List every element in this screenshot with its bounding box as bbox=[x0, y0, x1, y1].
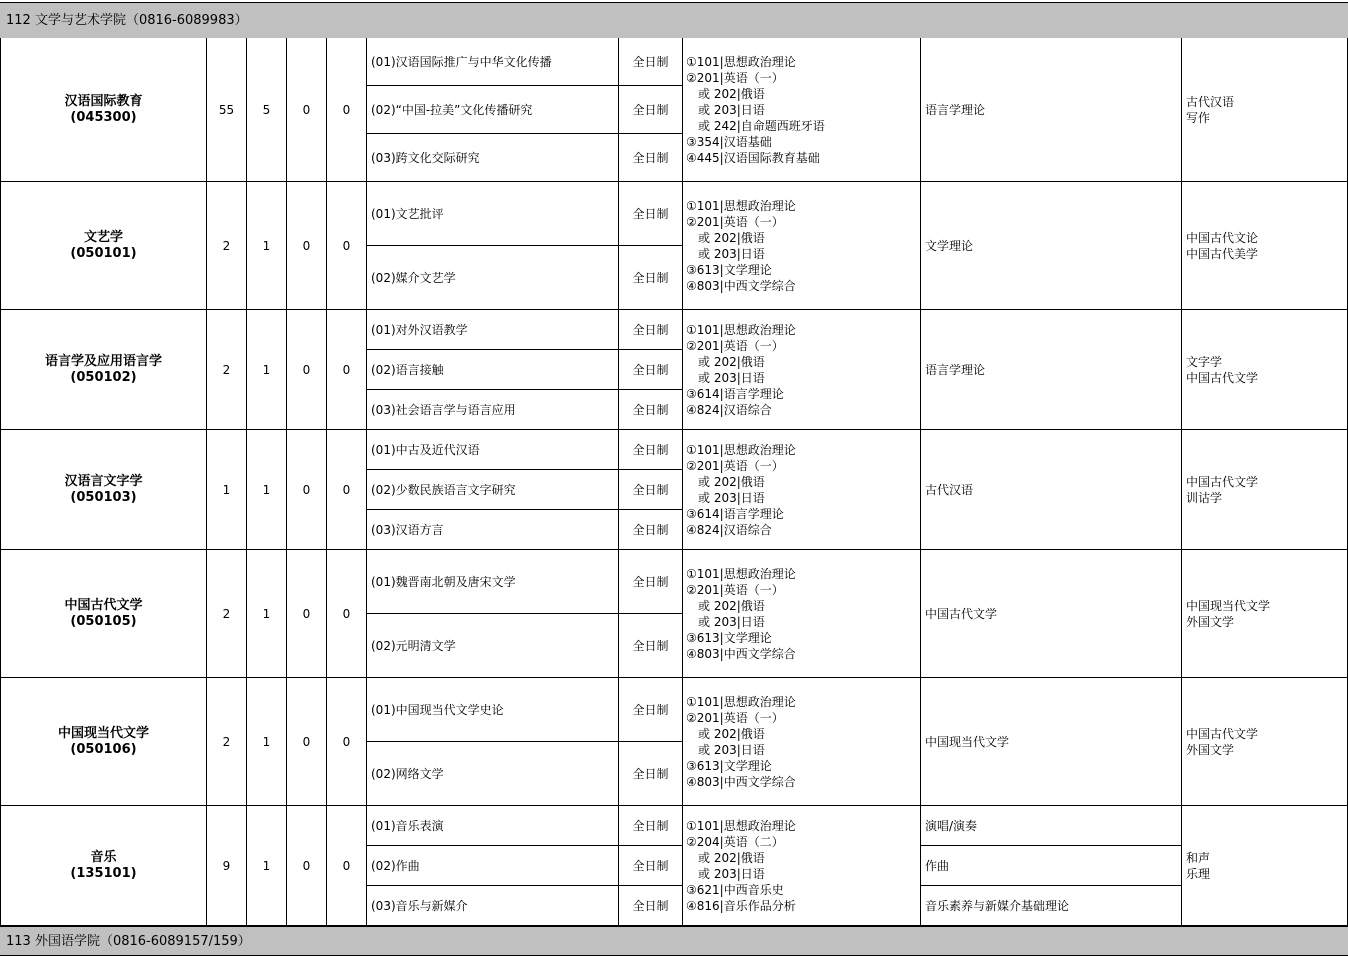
quota-c2 bbox=[327, 310, 367, 430]
research-direction-label: (03)跨文化交际研究 bbox=[371, 151, 480, 165]
retest-subject-label: 作曲 bbox=[925, 858, 950, 873]
major-code: (135101) bbox=[70, 865, 137, 881]
quota-c1 bbox=[287, 806, 327, 926]
quota-c1 bbox=[287, 678, 327, 806]
research-direction-label: (01)中国现当代文学史论 bbox=[371, 703, 504, 717]
exam-subject-line: 或 202|俄语 bbox=[686, 354, 765, 369]
additional-subject-line: 中国古代美学 bbox=[1186, 246, 1259, 261]
research-direction-label: (02)“中国-拉美”文化传播研究 bbox=[371, 103, 533, 117]
additional-subject-line: 中国古代文学 bbox=[1186, 726, 1259, 741]
quota-push bbox=[247, 310, 287, 430]
retest-subject bbox=[921, 310, 1182, 430]
research-direction bbox=[367, 38, 619, 86]
study-mode-label: 全日制 bbox=[632, 363, 669, 377]
quota-c2-value: 0 bbox=[342, 858, 351, 873]
research-direction bbox=[367, 510, 619, 550]
exam-subject-line: ①101|思想政治理论 bbox=[686, 322, 796, 337]
exam-subject-line: 或 242|自命题西班牙语 bbox=[686, 118, 825, 133]
major-name-cell bbox=[0, 678, 207, 806]
exam-subject-line: ③614|语言学理论 bbox=[686, 506, 784, 521]
study-mode-label: 全日制 bbox=[632, 55, 669, 69]
quota-c1 bbox=[287, 550, 327, 678]
exam-subject-line: ②201|英语（一） bbox=[686, 338, 784, 353]
exam-subject-line: ③613|文学理论 bbox=[686, 262, 772, 277]
research-direction bbox=[367, 742, 619, 806]
study-mode-label: 全日制 bbox=[632, 207, 669, 221]
additional-subject-line: 中国现当代文学 bbox=[1186, 598, 1271, 613]
research-direction-label: (01)对外汉语教学 bbox=[371, 323, 468, 337]
study-mode-label: 全日制 bbox=[632, 639, 669, 653]
study-mode bbox=[619, 430, 683, 470]
study-mode-label: 全日制 bbox=[632, 575, 669, 589]
research-direction bbox=[367, 246, 619, 310]
exam-subject-line: 或 202|俄语 bbox=[686, 850, 765, 865]
research-direction-label: (01)音乐表演 bbox=[371, 819, 444, 833]
research-direction bbox=[367, 806, 619, 846]
additional-subjects bbox=[1182, 430, 1348, 550]
exam-subject-line: ②201|英语（一） bbox=[686, 458, 784, 473]
retest-subject-label: 语言学理论 bbox=[925, 362, 986, 377]
exam-subject-line: ②201|英语（一） bbox=[686, 710, 784, 725]
study-mode-label: 全日制 bbox=[632, 151, 669, 165]
exam-subject-line: ②201|英语（一） bbox=[686, 214, 784, 229]
additional-subjects bbox=[1182, 310, 1348, 430]
quota-c2-value: 0 bbox=[342, 238, 351, 253]
retest-subject-label: 文学理论 bbox=[925, 238, 974, 253]
retest-subject bbox=[921, 846, 1182, 886]
additional-subject-line: 和声 bbox=[1186, 850, 1211, 865]
quota-total-value: 2 bbox=[222, 606, 231, 621]
major-name-cell bbox=[0, 310, 207, 430]
major-code: (050102) bbox=[70, 369, 137, 385]
major-code: (050101) bbox=[70, 245, 137, 261]
research-direction-label: (01)文艺批评 bbox=[371, 207, 444, 221]
exam-subject-line: ④445|汉语国际教育基础 bbox=[686, 150, 820, 165]
quota-c1-value: 0 bbox=[302, 362, 311, 377]
quota-c1-value: 0 bbox=[302, 482, 311, 497]
study-mode-label: 全日制 bbox=[632, 703, 669, 717]
additional-subjects bbox=[1182, 182, 1348, 310]
exam-subjects bbox=[683, 310, 921, 430]
retest-subject-label: 音乐素养与新媒介基础理论 bbox=[925, 898, 1070, 913]
exam-subject-line: 或 203|日语 bbox=[686, 370, 765, 385]
major-name-cell bbox=[0, 550, 207, 678]
research-direction bbox=[367, 86, 619, 134]
quota-total-value: 9 bbox=[222, 858, 231, 873]
quota-push-value: 1 bbox=[262, 238, 271, 253]
study-mode bbox=[619, 806, 683, 846]
major-name: 语言学及应用语言学 bbox=[44, 353, 162, 369]
exam-subjects bbox=[683, 430, 921, 550]
retest-subject bbox=[921, 806, 1182, 846]
major-code: (050106) bbox=[70, 741, 137, 757]
next-college-header-row: 113 外国语学院（0816-6089157/159） bbox=[0, 926, 1348, 956]
study-mode-label: 全日制 bbox=[632, 819, 669, 833]
research-direction-label: (02)媒介文艺学 bbox=[371, 271, 456, 285]
research-direction-label: (02)网络文学 bbox=[371, 767, 444, 781]
exam-subject-line: ①101|思想政治理论 bbox=[686, 54, 796, 69]
quota-push-value: 1 bbox=[262, 482, 271, 497]
retest-subject bbox=[921, 550, 1182, 678]
quota-c2-value: 0 bbox=[342, 362, 351, 377]
additional-subjects bbox=[1182, 806, 1348, 926]
exam-subject-line: ②201|英语（一） bbox=[686, 70, 784, 85]
research-direction bbox=[367, 846, 619, 886]
major-name: 中国古代文学 bbox=[64, 597, 143, 613]
study-mode bbox=[619, 38, 683, 86]
exam-subject-line: 或 202|俄语 bbox=[686, 726, 765, 741]
exam-subject-line: ③613|文学理论 bbox=[686, 758, 772, 773]
quota-c2 bbox=[327, 182, 367, 310]
exam-subject-line: ④824|汉语综合 bbox=[686, 402, 772, 417]
college-header-row: 112 文学与艺术学院（0816-6089983） bbox=[0, 2, 1348, 39]
exam-subject-line: ④816|音乐作品分析 bbox=[686, 898, 796, 913]
research-direction-label: (02)作曲 bbox=[371, 859, 420, 873]
exam-subject-line: ③354|汉语基础 bbox=[686, 134, 772, 149]
retest-subject bbox=[921, 678, 1182, 806]
retest-subject-label: 中国古代文学 bbox=[925, 606, 998, 621]
exam-subject-line: ①101|思想政治理论 bbox=[686, 566, 796, 581]
exam-subject-line: ①101|思想政治理论 bbox=[686, 198, 796, 213]
additional-subject-line: 训诂学 bbox=[1186, 490, 1223, 505]
research-direction-label: (01)中古及近代汉语 bbox=[371, 443, 480, 457]
quota-c2 bbox=[327, 550, 367, 678]
retest-subject bbox=[921, 38, 1182, 182]
additional-subject-line: 外国文学 bbox=[1186, 614, 1235, 629]
study-mode bbox=[619, 470, 683, 510]
quota-c1-value: 0 bbox=[302, 858, 311, 873]
quota-total-value: 55 bbox=[218, 102, 235, 117]
exam-subjects bbox=[683, 806, 921, 926]
quota-c2-value: 0 bbox=[342, 102, 351, 117]
quota-total bbox=[207, 310, 247, 430]
research-direction-label: (02)少数民族语言文字研究 bbox=[371, 483, 516, 497]
quota-c2-value: 0 bbox=[342, 734, 351, 749]
study-mode bbox=[619, 310, 683, 350]
exam-subject-line: 或 203|日语 bbox=[686, 742, 765, 757]
research-direction-label: (03)社会语言学与语言应用 bbox=[371, 403, 516, 417]
major-code: (050103) bbox=[70, 489, 137, 505]
study-mode bbox=[619, 846, 683, 886]
retest-subject-label: 中国现当代文学 bbox=[925, 734, 1010, 749]
research-direction bbox=[367, 678, 619, 742]
study-mode-label: 全日制 bbox=[632, 443, 669, 457]
additional-subject-line: 乐理 bbox=[1186, 866, 1211, 881]
research-direction bbox=[367, 134, 619, 182]
retest-subject-label: 语言学理论 bbox=[925, 102, 986, 117]
additional-subject-line: 中国古代文学 bbox=[1186, 474, 1259, 489]
quota-c1 bbox=[287, 430, 327, 550]
quota-total bbox=[207, 806, 247, 926]
study-mode bbox=[619, 678, 683, 742]
research-direction-label: (03)音乐与新媒介 bbox=[371, 899, 468, 913]
additional-subjects bbox=[1182, 38, 1348, 182]
study-mode bbox=[619, 614, 683, 678]
major-name: 文艺学 bbox=[83, 229, 123, 245]
exam-subjects bbox=[683, 678, 921, 806]
exam-subject-line: ④824|汉语综合 bbox=[686, 522, 772, 537]
study-mode bbox=[619, 246, 683, 310]
major-code: (045300) bbox=[70, 109, 137, 125]
retest-subject bbox=[921, 430, 1182, 550]
additional-subject-line: 外国文学 bbox=[1186, 742, 1235, 757]
quota-total-value: 1 bbox=[222, 482, 231, 497]
quota-c1-value: 0 bbox=[302, 238, 311, 253]
research-direction bbox=[367, 430, 619, 470]
exam-subject-line: ③614|语言学理论 bbox=[686, 386, 784, 401]
additional-subject-line: 中国古代文论 bbox=[1186, 230, 1259, 245]
quota-c2 bbox=[327, 806, 367, 926]
exam-subject-line: ①101|思想政治理论 bbox=[686, 442, 796, 457]
study-mode bbox=[619, 134, 683, 182]
exam-subject-line: ①101|思想政治理论 bbox=[686, 694, 796, 709]
research-direction bbox=[367, 550, 619, 614]
exam-subject-line: 或 202|俄语 bbox=[686, 86, 765, 101]
exam-subjects bbox=[683, 182, 921, 310]
research-direction-label: (02)元明清文学 bbox=[371, 639, 456, 653]
quota-c1-value: 0 bbox=[302, 102, 311, 117]
quota-push-value: 1 bbox=[262, 734, 271, 749]
exam-subject-line: 或 203|日语 bbox=[686, 102, 765, 117]
quota-total bbox=[207, 678, 247, 806]
quota-c2-value: 0 bbox=[342, 482, 351, 497]
major-name: 汉语国际教育 bbox=[64, 93, 143, 109]
retest-subject-label: 古代汉语 bbox=[925, 482, 974, 497]
quota-total bbox=[207, 550, 247, 678]
study-mode-label: 全日制 bbox=[632, 483, 669, 497]
quota-c2-value: 0 bbox=[342, 606, 351, 621]
exam-subject-line: ④803|中西文学综合 bbox=[686, 774, 796, 789]
exam-subject-line: ④803|中西文学综合 bbox=[686, 278, 796, 293]
retest-subject bbox=[921, 182, 1182, 310]
major-name: 中国现当代文学 bbox=[57, 725, 149, 741]
quota-total-value: 2 bbox=[222, 734, 231, 749]
quota-c1-value: 0 bbox=[302, 734, 311, 749]
quota-push-value: 5 bbox=[262, 102, 271, 117]
research-direction bbox=[367, 470, 619, 510]
exam-subject-line: ①101|思想政治理论 bbox=[686, 818, 796, 833]
study-mode-label: 全日制 bbox=[632, 859, 669, 873]
study-mode-label: 全日制 bbox=[632, 523, 669, 537]
research-direction bbox=[367, 350, 619, 390]
quota-c1-value: 0 bbox=[302, 606, 311, 621]
quota-push-value: 1 bbox=[262, 606, 271, 621]
additional-subjects bbox=[1182, 678, 1348, 806]
quota-push-value: 1 bbox=[262, 362, 271, 377]
exam-subject-line: 或 203|日语 bbox=[686, 246, 765, 261]
exam-subject-line: 或 203|日语 bbox=[686, 614, 765, 629]
research-direction-label: (03)汉语方言 bbox=[371, 523, 444, 537]
research-direction bbox=[367, 614, 619, 678]
quota-total-value: 2 bbox=[222, 362, 231, 377]
quota-push-value: 1 bbox=[262, 858, 271, 873]
major-name-cell bbox=[0, 430, 207, 550]
exam-subject-line: 或 202|俄语 bbox=[686, 474, 765, 489]
research-direction bbox=[367, 182, 619, 246]
research-direction bbox=[367, 886, 619, 926]
study-mode-label: 全日制 bbox=[632, 103, 669, 117]
quota-push bbox=[247, 678, 287, 806]
quota-total bbox=[207, 430, 247, 550]
research-direction bbox=[367, 310, 619, 350]
quota-c2 bbox=[327, 430, 367, 550]
study-mode bbox=[619, 742, 683, 806]
quota-total bbox=[207, 182, 247, 310]
major-name-cell bbox=[0, 38, 207, 182]
exam-subject-line: ②204|英语（二） bbox=[686, 834, 784, 849]
exam-subject-line: ②201|英语（一） bbox=[686, 582, 784, 597]
quota-c1 bbox=[287, 38, 327, 182]
exam-subject-line: ④803|中西文学综合 bbox=[686, 646, 796, 661]
additional-subjects bbox=[1182, 550, 1348, 678]
major-name-cell bbox=[0, 806, 207, 926]
retest-subject-label: 演唱/演奏 bbox=[925, 818, 978, 833]
study-mode-label: 全日制 bbox=[632, 403, 669, 417]
quota-push bbox=[247, 38, 287, 182]
research-direction bbox=[367, 390, 619, 430]
additional-subject-line: 写作 bbox=[1186, 110, 1211, 125]
exam-subject-line: ③621|中西音乐史 bbox=[686, 882, 784, 897]
exam-subject-line: 或 203|日语 bbox=[686, 490, 765, 505]
exam-subject-line: ③613|文学理论 bbox=[686, 630, 772, 645]
study-mode bbox=[619, 510, 683, 550]
research-direction-label: (01)魏晋南北朝及唐宋文学 bbox=[371, 575, 516, 589]
study-mode bbox=[619, 550, 683, 614]
additional-subject-line: 中国古代文学 bbox=[1186, 370, 1259, 385]
quota-push bbox=[247, 182, 287, 310]
study-mode-label: 全日制 bbox=[632, 767, 669, 781]
study-mode-label: 全日制 bbox=[632, 323, 669, 337]
exam-subjects bbox=[683, 550, 921, 678]
major-name: 汉语言文字学 bbox=[64, 473, 143, 489]
study-mode bbox=[619, 350, 683, 390]
additional-subject-line: 古代汉语 bbox=[1186, 94, 1235, 109]
study-mode-label: 全日制 bbox=[632, 899, 669, 913]
exam-subject-line: 或 202|俄语 bbox=[686, 230, 765, 245]
research-direction-label: (01)汉语国际推广与中华文化传播 bbox=[371, 55, 552, 69]
quota-c1 bbox=[287, 310, 327, 430]
exam-subject-line: 或 202|俄语 bbox=[686, 598, 765, 613]
exam-subjects bbox=[683, 38, 921, 182]
retest-subject bbox=[921, 886, 1182, 926]
major-code: (050105) bbox=[70, 613, 137, 629]
study-mode bbox=[619, 86, 683, 134]
quota-c1 bbox=[287, 182, 327, 310]
quota-c2 bbox=[327, 678, 367, 806]
study-mode-label: 全日制 bbox=[632, 271, 669, 285]
quota-total bbox=[207, 38, 247, 182]
exam-subject-line: 或 203|日语 bbox=[686, 866, 765, 881]
quota-push bbox=[247, 550, 287, 678]
quota-push bbox=[247, 430, 287, 550]
quota-total-value: 2 bbox=[222, 238, 231, 253]
quota-push bbox=[247, 806, 287, 926]
major-name: 音乐 bbox=[90, 849, 117, 865]
major-name-cell bbox=[0, 182, 207, 310]
study-mode bbox=[619, 886, 683, 926]
study-mode bbox=[619, 390, 683, 430]
study-mode bbox=[619, 182, 683, 246]
research-direction-label: (02)语言接触 bbox=[371, 363, 444, 377]
additional-subject-line: 文字学 bbox=[1186, 354, 1223, 369]
quota-c2 bbox=[327, 38, 367, 182]
